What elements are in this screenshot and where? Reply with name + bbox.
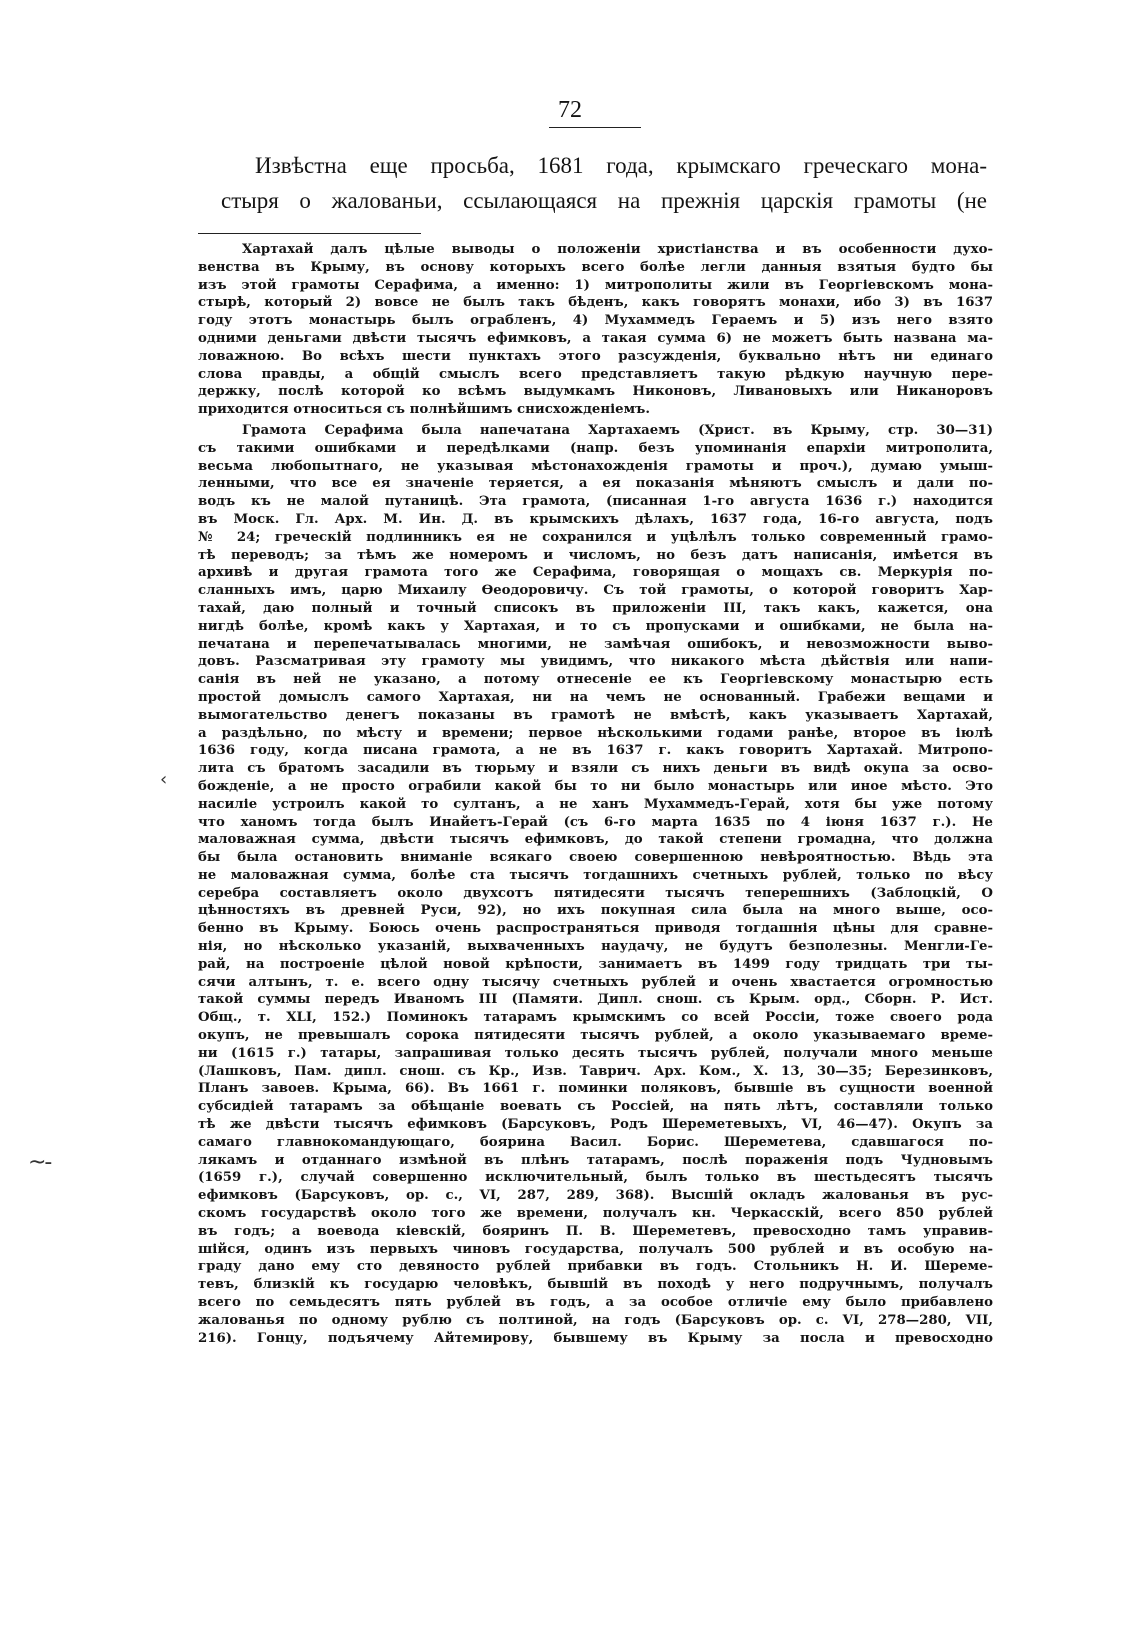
- page-number-rule: [549, 127, 641, 128]
- text-line: рай, на построеніе цѣлой новой крѣпости, занимаетъ въ 1499 году тридцать три ты-: [198, 956, 993, 972]
- text-line: Грамота Серафима была напечатана Хартахаемъ (Христ. въ Крыму, стр. 30—31): [242, 422, 993, 438]
- footnote-rule: [198, 233, 421, 234]
- text-line: изъ этой грамоты Серафима, а именно: 1) митрополиты жили въ Георгіевскомъ мона-: [198, 277, 993, 293]
- text-line: серебра составляетъ около двухсотъ пятидесяти тысячъ теперешнихъ (Заблоцкій, О: [198, 885, 993, 901]
- text-line: Извѣстна еще просьба, 1681 года, крымскаго греческаго мона-: [255, 153, 987, 178]
- text-line: весьма любопытнаго, не указывая мѣстонахожденія грамоты и проч.), думаю умыш-: [198, 458, 993, 474]
- text-line: самаго главнокомандующаго, боярина Васил. Борис. Шереметева, сдавшагося по-: [198, 1134, 993, 1150]
- text-line: тѣ же двѣсти тысячъ ефимковъ (Барсуковъ, Родъ Шереметевыхъ, VI, 46—47). Окупъ за: [198, 1117, 993, 1133]
- text-line: (Лашковъ, Пам. дипл. снош. съ Кр., Изв. Таврич. Арх. Ком., Х. 13, 30—35; Березинковъ,: [198, 1063, 993, 1079]
- text-line: году этотъ монастырь былъ ограбленъ, 4) Мухаммедъ Гераемъ и 5) изъ него взято: [198, 313, 993, 329]
- text-line: лита съ братомъ засадили въ тюрьму и взяли съ нихъ деньги въ видѣ окупа за осво-: [198, 761, 993, 777]
- text-line: печатана и перепечатывалась многими, не замѣчая ошибокъ, и невозможности выво-: [198, 636, 993, 652]
- text-line: № 24; греческій подлинникъ ея не сохранился и уцѣлѣлъ только современный грамо-: [198, 529, 993, 545]
- text-line: стыря о жалованьи, ссылающаяся на прежнія царскія грамоты (не: [221, 188, 987, 213]
- text-line: ленными, что все ея значеніе теряется, а ея показанія мѣняютъ смыслъ и дали по-: [198, 476, 993, 492]
- margin-mark: ‹: [160, 769, 168, 790]
- text-line: тевъ, близкій къ государю человѣкъ, бывшій въ походѣ у него подручнымъ, получалъ: [198, 1277, 993, 1293]
- text-line: въ годъ; а воевода кіевскій, бояринъ П. В. Шереметевъ, превосходно тамъ управив-: [198, 1223, 993, 1239]
- text-line: санія въ ней не указано, а потому отнесеніе ее къ Георгіевскому монастырю есть: [198, 672, 993, 688]
- text-line: (1659 г.), случай совершенно исключительный, былъ только въ шестьдесятъ тысячъ: [198, 1170, 993, 1186]
- text-line: ни (1615 г.) татары, запрашивая только десять тысячъ рублей, получали много меньше: [198, 1045, 993, 1061]
- text-line: 1636 году, когда писана грамота, а не въ 1637 г. какъ говоритъ Хартахай. Митропо-: [198, 743, 993, 759]
- text-line: маловажная сумма, двѣсти тысячъ ефимковъ, до такой степени громадна, что должна: [198, 832, 993, 848]
- text-line: скомъ государствѣ около того же времени, получалъ кн. Черкасскій, всего 850 рублей: [198, 1206, 993, 1222]
- text-line: божденіе, а не просто ограбили какой бы то ни было монастырь или иное мѣсто. Это: [198, 778, 993, 794]
- text-line: ловажною. Во всѣхъ шести пунктахъ этого разсужденія, буквально нѣтъ ни единаго: [198, 348, 993, 364]
- text-line: сланныхъ имъ, царю Михаилу Ѳеодоровичу. Съ той грамоты, о которой говоритъ Хар-: [198, 583, 993, 599]
- text-line: что ханомъ тогда былъ Инайетъ-Герай (съ 6-го марта 1635 по 4 іюня 1637 г.). Не: [198, 814, 993, 830]
- text-line: слова правды, а общій смыслъ всего представляетъ такую рѣдкую научную пере-: [198, 366, 993, 382]
- text-line: цѣнностяхъ въ древней Руси, 92), но ихъ покупная сила была на много выше, осо-: [198, 903, 993, 919]
- text-line: субсидіей татарамъ за обѣщаніе воевать съ Россіей, на пять лѣтъ, составляли только: [198, 1099, 993, 1115]
- text-line: держку, послѣ которой ко всѣмъ выдумкамъ Никоновъ, Ливановыхъ или Никаноровъ: [198, 384, 993, 400]
- text-line: въ Моск. Гл. Арх. М. Ин. Д. въ крымскихъ дѣлахъ, 1637 года, 16-го августа, подъ: [198, 511, 993, 527]
- text-line: бы была остановить вниманіе всякаго своею совершенною невѣроятностью. Вѣдь эта: [198, 850, 993, 866]
- text-line: всего по семьдесятъ пять рублей въ годъ, а за особое отличіе ему было прибавлено: [198, 1295, 993, 1311]
- text-line: окупъ, не превышалъ сорока пятидесяти тысячъ рублей, а около указываемаго време-: [198, 1028, 993, 1044]
- page-number: 72: [558, 97, 582, 123]
- text-line: стырѣ, который 2) вовсе не былъ такъ бѣденъ, какъ говорятъ монахи, ибо 3) въ 1637: [198, 295, 993, 311]
- text-line: Планъ завоев. Крыма, 66). Въ 1661 г. поминки поляковъ, бывшіе въ сущности военной: [198, 1081, 993, 1097]
- text-line: ефимковъ (Барсуковъ, ор. с., VI, 287, 289, 368). Высшій окладъ жалованья въ рус-: [198, 1188, 993, 1204]
- text-line: водъ къ не малой путаницѣ. Эта грамота, (писанная 1-го августа 1636 г.) находится: [198, 494, 993, 510]
- text-line: тахай, даю полный и точный списокъ въ приложеніи III, такъ какъ, кажется, она: [198, 600, 993, 616]
- text-line: 216). Гонцу, подъячему Айтемирову, бывшему въ Крыму за посла и превосходно: [198, 1330, 993, 1346]
- main-text: [221, 148, 987, 218]
- text-line: съ такими ошибками и передѣлками (напр. безъ упоминанія епархіи митрополита,: [198, 440, 993, 456]
- text-line: сячи алтынъ, т. е. всего одну тысячу счетныхъ рублей и очень хвастается огромностью: [198, 974, 993, 990]
- text-line: архивѣ и другая грамота того же Серафима, говорящая о мощахъ св. Меркурія по-: [198, 565, 993, 581]
- text-line: шійся, одинъ изъ первыхъ чиновъ государства, получалъ 500 рублей и въ особую на-: [198, 1241, 993, 1257]
- footnotes: [198, 241, 993, 1347]
- text-line: нія, но нѣсколько указаній, выхваченныхъ наудачу, не будутъ безполезны. Менгли-Ге-: [198, 939, 993, 955]
- text-line: приходится относиться съ полнѣйшимъ снисхожденіемъ.: [198, 402, 651, 418]
- text-line: простой домыслъ самого Хартахая, ни на чемъ не основанный. Грабежи вещами и: [198, 689, 993, 705]
- text-line: нигдѣ болѣе, кромѣ какъ у Хартахая, и то съ пропусками и ошибками, не была на-: [198, 618, 993, 634]
- text-line: одними деньгами двѣсти тысячъ ефимковъ, а такая сумма 6) не можетъ быть названа ма-: [198, 330, 993, 346]
- text-line: венства въ Крыму, въ основу которыхъ всего болѣе легли данныя взятыя будто бы: [198, 259, 993, 275]
- text-line: Хартахай далъ цѣлые выводы о положеніи христіанства и въ особенности духо-: [242, 242, 993, 257]
- text-line: бенно въ Крыму. Боюсь очень распространяться приводя тогдашнія цѣны для сравне-: [198, 921, 993, 937]
- text-line: лякамъ и отданнаго измѣной въ плѣнъ татарамъ, послѣ пораженія подъ Чудновымъ: [198, 1152, 993, 1168]
- text-line: вымогательство денегъ показаны въ грамотѣ не вмѣстѣ, какъ указываетъ Хартахай,: [198, 707, 993, 723]
- text-line: тѣ переводъ; за тѣмъ же номеромъ и числомъ, но безъ датъ написанія, имѣется въ: [198, 547, 993, 563]
- text-line: не маловажная сумма, болѣе ста тысячъ тогдашнихъ счетныхъ рублей, только по вѣсу: [198, 867, 993, 883]
- margin-mark: ~-: [28, 1150, 51, 1175]
- text-line: жалованья по одному рублю съ полтиной, на годъ (Барсуковъ ор. с. VI, 278—280, VII,: [198, 1312, 993, 1328]
- text-line: насиліе устроилъ какой то султанъ, а не ханъ Мухаммедъ-Герай, хотя бы уже потому: [198, 796, 993, 812]
- text-line: а раздѣльно, по мѣсту и времени; первое нѣсколькими годами ранѣе, второе въ іюлѣ: [198, 725, 993, 741]
- text-line: такой суммы передъ Иваномъ III (Памяти. Дипл. снош. съ Крым. орд., Сборн. Р. Ист.: [198, 992, 993, 1008]
- text-line: довъ. Разсматривая эту грамоту мы увидимъ, что никакого мѣста дѣйствія или напи-: [198, 654, 993, 670]
- text-line: граду дано ему сто девяносто рублей прибавки въ годъ. Стольникъ Н. И. Шереме-: [198, 1259, 993, 1275]
- text-line: Общ., т. XLI, 152.) Поминокъ татарамъ крымскимъ со всей Россіи, тоже своего рода: [198, 1010, 993, 1026]
